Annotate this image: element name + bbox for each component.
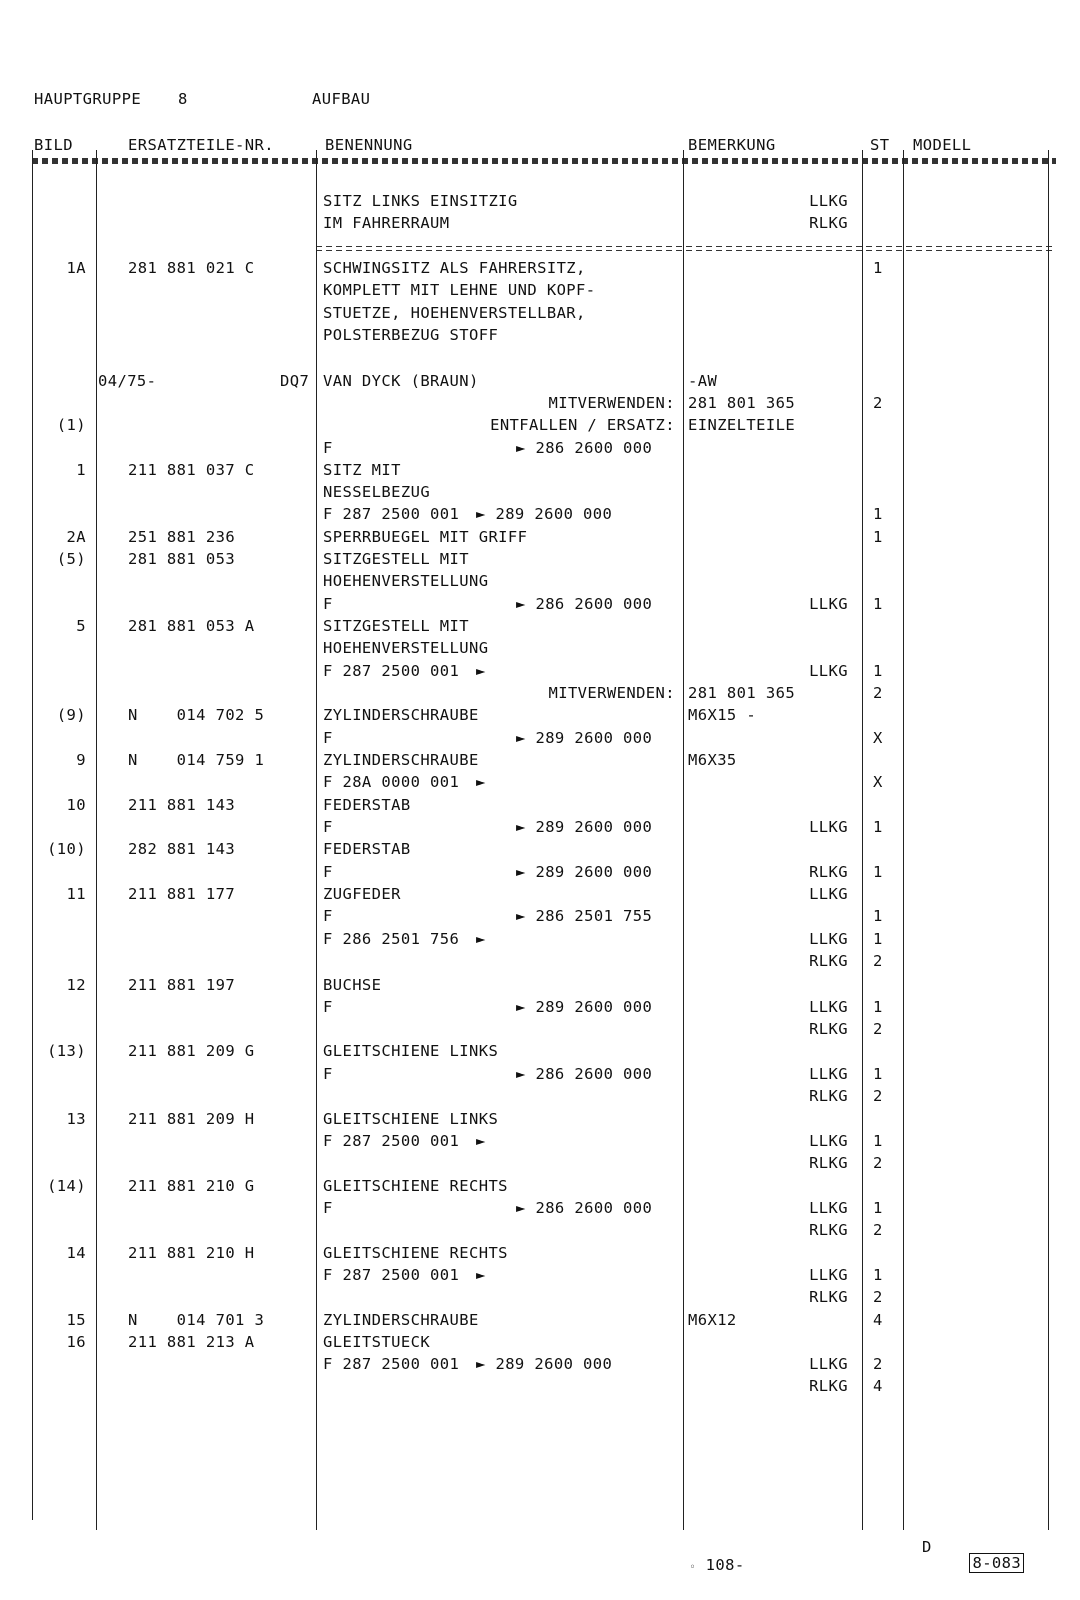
row-arrow-value: 286 2600 000 xyxy=(535,1199,653,1217)
row-part-number: 211 881 143 xyxy=(128,796,236,814)
row-remark: LLKG xyxy=(809,1355,848,1373)
row-remark: 281 801 365 xyxy=(688,684,796,702)
row-remark: -AW xyxy=(688,372,718,390)
col-line-bemerkung xyxy=(862,150,863,1530)
row-arrow-value: 289 2600 000 xyxy=(535,863,653,881)
row-quantity: 1 xyxy=(873,930,883,948)
row-bild: (9) xyxy=(56,706,86,724)
row-bild: 11 xyxy=(66,885,86,903)
row-bild: 12 xyxy=(66,976,86,994)
row-part-number: 281 881 053 xyxy=(128,550,236,568)
row-description: FEDERSTAB xyxy=(323,796,411,814)
arrow-icon: ► xyxy=(516,863,526,881)
row-quantity: 2 xyxy=(873,1355,883,1373)
row-arrow-ref xyxy=(516,907,652,925)
col-line-st xyxy=(903,150,904,1530)
row-bild: 16 xyxy=(66,1333,86,1351)
row-arrow-ref xyxy=(516,1199,652,1217)
row-arrow-value: 289 2600 000 xyxy=(535,818,653,836)
row-part-number: 281 881 021 C xyxy=(128,259,255,277)
row-remark: RLKG xyxy=(809,1377,848,1395)
row-remark: RLKG xyxy=(809,1087,848,1105)
row-remark: RLKG xyxy=(809,1288,848,1306)
row-remark: LLKG xyxy=(809,1132,848,1150)
arrow-icon: ► xyxy=(516,595,526,613)
arrow-icon: ► xyxy=(476,1132,486,1150)
row-description: F 28A 0000 001 xyxy=(323,773,460,791)
row-remark: RLKG xyxy=(809,1154,848,1172)
section-separator-bottom xyxy=(316,250,1056,251)
row-remark: M6X15 - xyxy=(688,706,757,724)
row-remark: LLKG xyxy=(809,662,848,680)
row-description: F xyxy=(323,998,333,1016)
row-description: F xyxy=(323,907,333,925)
row-part-number: 211 881 197 xyxy=(128,976,236,994)
row-color-code: DQ7 xyxy=(280,372,310,390)
row-description: SITZ LINKS EINSITZIG xyxy=(323,192,518,210)
row-bild: (13) xyxy=(47,1042,86,1060)
col-header-bemerkung: BEMERKUNG xyxy=(688,136,776,154)
row-quantity: 1 xyxy=(873,998,883,1016)
row-description: SPERRBUEGEL MIT GRIFF xyxy=(323,528,528,546)
row-bild: 13 xyxy=(66,1110,86,1128)
row-remark: RLKG xyxy=(809,1020,848,1038)
row-quantity: 1 xyxy=(873,259,883,277)
arrow-icon: ► xyxy=(476,662,486,680)
row-description: MITVERWENDEN: xyxy=(548,394,675,412)
row-bild: 1A xyxy=(66,259,86,277)
row-description: F xyxy=(323,729,333,747)
row-part-number: 281 881 053 A xyxy=(128,617,255,635)
row-arrow-ref xyxy=(476,773,486,791)
row-description: GLEITSCHIENE RECHTS xyxy=(323,1177,508,1195)
row-quantity: 4 xyxy=(873,1311,883,1329)
row-quantity: 1 xyxy=(873,1065,883,1083)
section-separator-top xyxy=(316,246,1056,247)
row-remark: M6X12 xyxy=(688,1311,737,1329)
row-part-number: 211 881 210 G xyxy=(128,1177,255,1195)
row-part-number: 282 881 143 xyxy=(128,840,236,858)
row-description: F 287 2500 001 xyxy=(323,1266,460,1284)
row-remark: EINZELTEILE xyxy=(688,416,796,434)
row-description: GLEITSTUECK xyxy=(323,1333,431,1351)
row-bild: 10 xyxy=(66,796,86,814)
row-quantity: 1 xyxy=(873,1266,883,1284)
row-description: NESSELBEZUG xyxy=(323,483,431,501)
page-number-text: 108- xyxy=(705,1556,745,1574)
page-number: ◦ 108- xyxy=(689,1556,745,1574)
row-quantity: X xyxy=(873,729,883,747)
row-description: ZYLINDERSCHRAUBE xyxy=(323,751,479,769)
row-remark: LLKG xyxy=(809,1065,848,1083)
arrow-icon: ► xyxy=(476,1266,486,1284)
row-bild: (10) xyxy=(47,840,86,858)
row-description: STUETZE, HOEHENVERSTELLBAR, xyxy=(323,304,586,322)
row-quantity: 1 xyxy=(873,863,883,881)
row-arrow-value: 289 2600 000 xyxy=(535,998,653,1016)
arrow-icon: ► xyxy=(516,818,526,836)
main-group-name: AUFBAU xyxy=(312,90,371,108)
row-arrow-ref xyxy=(516,1065,652,1083)
row-quantity: 2 xyxy=(873,1020,883,1038)
row-quantity: 1 xyxy=(873,595,883,613)
row-arrow-value: 286 2600 000 xyxy=(535,1065,653,1083)
row-quantity: 1 xyxy=(873,662,883,680)
col-line-right xyxy=(1048,150,1049,1530)
col-line-benennung xyxy=(683,150,684,1530)
arrow-icon: ► xyxy=(476,505,486,523)
row-description: BUCHSE xyxy=(323,976,382,994)
main-group-number: 8 xyxy=(178,90,188,108)
arrow-icon: ► xyxy=(516,998,526,1016)
row-description: GLEITSCHIENE RECHTS xyxy=(323,1244,508,1262)
row-quantity: 1 xyxy=(873,505,883,523)
row-arrow-value: 289 2600 000 xyxy=(535,729,653,747)
col-header-modell: MODELL xyxy=(913,136,972,154)
row-arrow-ref xyxy=(476,505,612,523)
row-quantity: 1 xyxy=(873,907,883,925)
row-remark: RLKG xyxy=(809,214,848,232)
row-description: IM FAHRERRAUM xyxy=(323,214,450,232)
row-arrow-ref xyxy=(476,1266,486,1284)
row-description: ZUGFEDER xyxy=(323,885,401,903)
row-bild: (1) xyxy=(56,416,86,434)
section-code-box xyxy=(950,1536,1024,1572)
row-description: POLSTERBEZUG STOFF xyxy=(323,326,499,344)
row-arrow-ref xyxy=(516,595,652,613)
row-description: VAN DYCK (BRAUN) xyxy=(323,372,479,390)
row-description: SITZ MIT xyxy=(323,461,401,479)
row-remark: M6X35 xyxy=(688,751,737,769)
row-quantity: 2 xyxy=(873,1154,883,1172)
row-remark: RLKG xyxy=(809,1221,848,1239)
row-arrow-ref xyxy=(476,1132,486,1150)
row-description: F 287 2500 001 xyxy=(323,505,460,523)
row-remark: LLKG xyxy=(809,1199,848,1217)
row-part-number: 211 881 213 A xyxy=(128,1333,255,1351)
row-remark: LLKG xyxy=(809,885,848,903)
row-remark: LLKG xyxy=(809,595,848,613)
row-part-number: N 014 701 3 xyxy=(128,1311,265,1329)
row-description: F xyxy=(323,818,333,836)
row-description: F 286 2501 756 xyxy=(323,930,460,948)
row-description: F 287 2500 001 xyxy=(323,1355,460,1373)
row-quantity: 2 xyxy=(873,1087,883,1105)
row-description: SITZGESTELL MIT xyxy=(323,550,469,568)
row-bild: 14 xyxy=(66,1244,86,1262)
row-remark: LLKG xyxy=(809,192,848,210)
row-quantity: 1 xyxy=(873,1199,883,1217)
col-line-bild xyxy=(96,150,97,1530)
row-arrow-value: 289 2600 000 xyxy=(495,505,613,523)
row-description: F xyxy=(323,1199,333,1217)
row-remark: RLKG xyxy=(809,952,848,970)
row-arrow-ref xyxy=(516,439,652,457)
row-part-number: 211 881 210 H xyxy=(128,1244,255,1262)
row-quantity: 2 xyxy=(873,394,883,412)
row-part-number: 211 881 037 C xyxy=(128,461,255,479)
row-quantity: 1 xyxy=(873,528,883,546)
language-code: D xyxy=(922,1538,932,1556)
col-line-nr xyxy=(316,150,317,1530)
row-quantity: 2 xyxy=(873,1288,883,1306)
row-bild: (14) xyxy=(47,1177,86,1195)
row-quantity: 1 xyxy=(873,818,883,836)
row-arrow-ref xyxy=(516,729,652,747)
row-bild: 1 xyxy=(76,461,86,479)
row-part-number: N 014 759 1 xyxy=(128,751,265,769)
row-arrow-ref xyxy=(476,662,486,680)
row-part-number: 04/75- xyxy=(98,372,157,390)
row-arrow-value: 286 2501 755 xyxy=(535,907,653,925)
row-quantity: 2 xyxy=(873,684,883,702)
section-code: 8-083 xyxy=(969,1553,1024,1573)
row-description: ENTFALLEN / ERSATZ: xyxy=(490,416,675,434)
row-description: FEDERSTAB xyxy=(323,840,411,858)
row-description: F xyxy=(323,439,333,457)
row-remark: 281 801 365 xyxy=(688,394,796,412)
row-arrow-ref xyxy=(476,930,486,948)
row-arrow-ref xyxy=(476,1355,612,1373)
row-arrow-value: 286 2600 000 xyxy=(535,439,653,457)
row-remark: LLKG xyxy=(809,998,848,1016)
row-bild: 5 xyxy=(76,617,86,635)
arrow-icon: ► xyxy=(516,1065,526,1083)
row-arrow-value: 286 2600 000 xyxy=(535,595,653,613)
row-part-number: 211 881 209 G xyxy=(128,1042,255,1060)
row-description: HOEHENVERSTELLUNG xyxy=(323,572,489,590)
row-quantity: 4 xyxy=(873,1377,883,1395)
row-remark: LLKG xyxy=(809,818,848,836)
col-header-st: ST xyxy=(870,136,890,154)
row-remark: RLKG xyxy=(809,863,848,881)
row-description: ZYLINDERSCHRAUBE xyxy=(323,706,479,724)
row-description: SCHWINGSITZ ALS FAHRERSITZ, xyxy=(323,259,586,277)
row-part-number: N 014 702 5 xyxy=(128,706,265,724)
col-header-bild: BILD xyxy=(34,136,73,154)
row-remark: LLKG xyxy=(809,1266,848,1284)
row-arrow-ref xyxy=(516,998,652,1016)
row-bild: 2A xyxy=(66,528,86,546)
row-bild: (5) xyxy=(56,550,86,568)
row-quantity: X xyxy=(873,773,883,791)
row-arrow-ref xyxy=(516,818,652,836)
row-remark: LLKG xyxy=(809,930,848,948)
row-quantity: 1 xyxy=(873,1132,883,1150)
row-arrow-ref xyxy=(516,863,652,881)
row-arrow-value: 289 2600 000 xyxy=(495,1355,613,1373)
row-description: KOMPLETT MIT LEHNE UND KOPF- xyxy=(323,281,596,299)
row-part-number: 251 881 236 xyxy=(128,528,236,546)
row-description: F 287 2500 001 xyxy=(323,1132,460,1150)
arrow-icon: ► xyxy=(476,773,486,791)
row-description: F xyxy=(323,595,333,613)
arrow-icon: ► xyxy=(476,930,486,948)
col-header-benennung: BENENNUNG xyxy=(325,136,413,154)
col-header-ersatzteile: ERSATZTEILE-NR. xyxy=(128,136,274,154)
row-description: MITVERWENDEN: xyxy=(548,684,675,702)
row-description: GLEITSCHIENE LINKS xyxy=(323,1110,499,1128)
row-part-number: 211 881 177 xyxy=(128,885,236,903)
row-bild: 9 xyxy=(76,751,86,769)
row-part-number: 211 881 209 H xyxy=(128,1110,255,1128)
arrow-icon: ► xyxy=(516,729,526,747)
row-description: F xyxy=(323,863,333,881)
arrow-icon: ► xyxy=(516,907,526,925)
arrow-icon: ► xyxy=(476,1355,486,1373)
row-description: ZYLINDERSCHRAUBE xyxy=(323,1311,479,1329)
row-description: SITZGESTELL MIT xyxy=(323,617,469,635)
row-description: F xyxy=(323,1065,333,1083)
row-description: F 287 2500 001 xyxy=(323,662,460,680)
row-quantity: 2 xyxy=(873,952,883,970)
row-bild: 15 xyxy=(66,1311,86,1329)
main-group-label: HAUPTGRUPPE xyxy=(34,90,142,108)
arrow-icon: ► xyxy=(516,1199,526,1217)
arrow-icon: ► xyxy=(516,439,526,457)
row-description: HOEHENVERSTELLUNG xyxy=(323,639,489,657)
row-quantity: 2 xyxy=(873,1221,883,1239)
row-description: GLEITSCHIENE LINKS xyxy=(323,1042,499,1060)
